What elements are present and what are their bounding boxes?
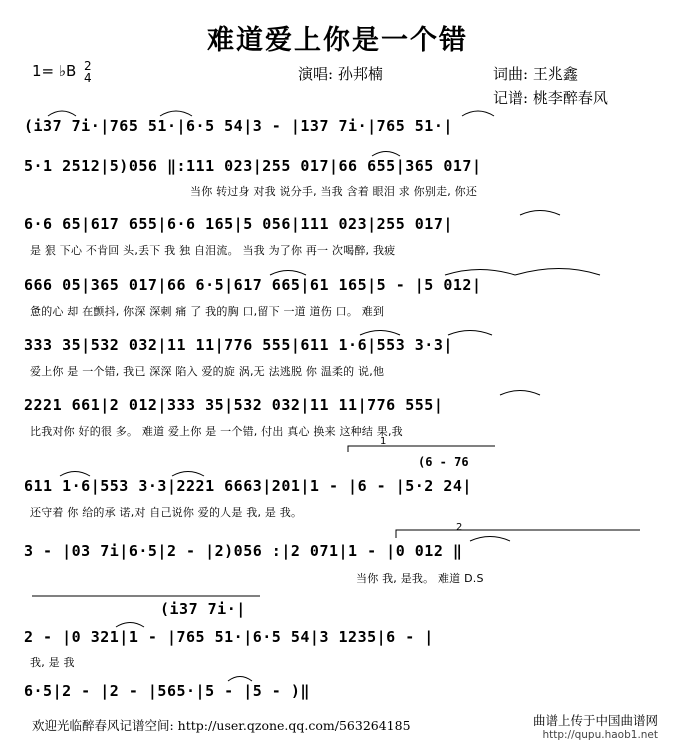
slur-arc (372, 152, 400, 157)
volta-two-label: 2 (456, 522, 463, 533)
notation-row-7: 611 1·6|553 3·3|2221 6663|201|1 - |6 - |5·2 24| (24, 477, 472, 495)
intro-bracket: (i37 7i·| (160, 600, 246, 618)
singer-credit: 演唱: 孙邦楠 (298, 65, 383, 83)
volta-one-bracket (348, 446, 495, 452)
slur-arc (360, 331, 400, 336)
slur-arc (462, 111, 494, 116)
lyrics-row-8: 当你 我, 是我。 难道 D.S (356, 572, 484, 585)
watermark (533, 713, 658, 743)
transcriber-credit: 记谱: 桃李醉春风 (493, 89, 608, 107)
slur-arc (228, 677, 252, 682)
song-title: 难道爱上你是一个错 (207, 25, 468, 56)
watermark-line-1: 曲谱上传于中国曲谱网 (533, 713, 659, 728)
time-signature (84, 60, 92, 84)
lyrics-row-4: 惫的心 却 在颤抖, 你深 深刺 痛 了 我的胸 口,留下 一道 道伤 口。 难到 (30, 305, 385, 318)
notation-row-8: 3 - |03 7i|6·5|2 - |2)056 :|2 071|1 - |0 012 ‖ (24, 542, 463, 560)
lyrics-row-9: 我, 是 我 (30, 656, 75, 669)
key-signature: 1= ♭B (32, 62, 77, 80)
notation-row-9: 2 - |0 321|1 - |765 51·|6·5 54|3 1235|6 - | (24, 628, 434, 646)
lyrics-row-3: 是 狠 下心 不肯回 头,丢下 我 独 自泪流。 当我 为了你 再一 次喝醉, 我疲 (30, 244, 396, 257)
notation-row-2: 5·1 2512|5)056 ‖:111 023|255 017|66 655|365 017| (24, 157, 482, 175)
notation-row-3: 6·6 65|617 655|6·6 165|5 056|111 023|255 017| (24, 215, 453, 233)
time-signature-top: 2 (84, 59, 92, 73)
notation-row-1: (i37 7i·|765 51·|6·5 54|3 - |137 7i·|765 51·| (24, 117, 453, 135)
notation-row-4: 666 05|365 017|66 6·5|617 665|61 165|5 - |5 012| (24, 276, 482, 294)
lyrics-row-5: 爱上你 是 一个错, 我已 深深 陷入 爱的旋 涡,无 法逃脱 你 温柔的 说,他 (30, 365, 385, 378)
volta-one-label: 1 (380, 436, 387, 447)
composer-credit: 词曲: 王兆鑫 (493, 65, 578, 83)
lyrics-row-2: 当你 转过身 对我 说分手, 当我 含着 眼泪 求 你别走, 你还 (190, 185, 478, 198)
slur-arc (448, 331, 492, 336)
footer-link-text[interactable]: 欢迎光临醉春风记谱空间: http://user.qzone.qq.com/563264185 (32, 718, 411, 733)
slur-arc (160, 111, 192, 116)
notation-row-6: 2221 661|2 012|333 35|532 032|11 11|776 555| (24, 396, 444, 414)
notation-row-5: 333 35|532 032|11 11|776 555|611 1·6|553 3·3| (24, 336, 453, 354)
slur-arc (60, 472, 90, 477)
watermark-line-2[interactable]: http://qupu.haob1.net (542, 729, 659, 741)
slur-arc (500, 391, 540, 396)
time-signature-bottom: 4 (84, 71, 92, 85)
slur-arc (270, 271, 306, 276)
slur-arc (172, 472, 204, 477)
slur-arc (515, 269, 600, 276)
slur-arc (116, 623, 144, 628)
lyrics-row-6: 比我对你 好的很 多。 难道 爱上你 是 一个错, 付出 真心 换来 这种结 果,我 (30, 425, 403, 438)
slur-arc (445, 270, 515, 276)
coda-bracket: (6 - 76 (418, 455, 469, 469)
notation-row-10: 6·5|2 - |2 - |565·|5 - |5 - )‖ (24, 682, 310, 700)
slur-arc (48, 111, 76, 116)
volta-two-bracket (396, 530, 640, 538)
lyrics-row-7: 还守着 你 给的承 诺,对 自己说你 爱的人是 我, 是 我。 (30, 506, 303, 519)
slur-arc (470, 537, 510, 542)
